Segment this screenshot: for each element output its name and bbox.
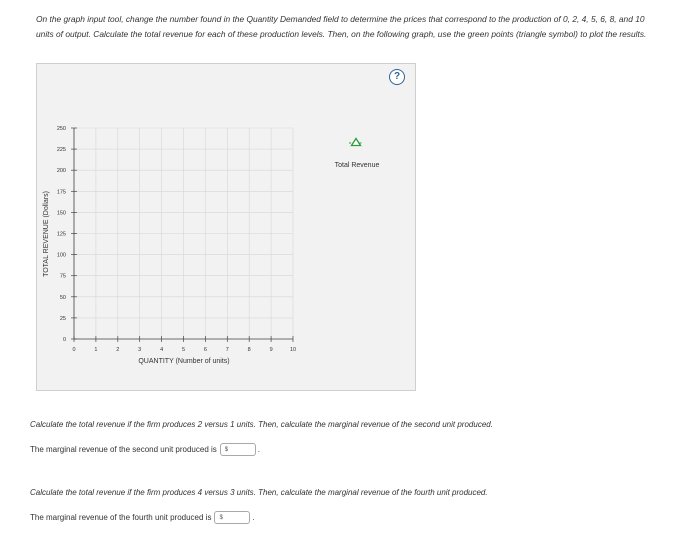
x-tick-label: 5 [181, 347, 186, 353]
x-tick-label: 10 [289, 347, 297, 353]
sentence-period: . [252, 513, 255, 522]
x-tick-label: 7 [225, 347, 229, 353]
x-tick-label: 9 [269, 347, 273, 353]
question-1-text: Calculate the total revenue if the firm produces 2 versus 1 units. Then, calculate the marginal revenue of the second unit produced. [30, 420, 493, 429]
question-2-text: Calculate the total revenue if the firm produces 4 versus 3 units. Then, calculate the marginal revenue of the fourth unit produced. [30, 488, 488, 497]
x-tick-label: 1 [94, 347, 98, 353]
x-tick-label: 8 [247, 347, 251, 353]
y-axis-title: TOTAL REVENUE (Dollars) [43, 191, 50, 277]
y-tick-label: 200 [56, 168, 66, 175]
x-tick-label: 2 [116, 347, 120, 353]
y-tick-label: 75 [59, 273, 66, 280]
x-tick-label: 0 [72, 347, 76, 353]
answer-label-2: The marginal revenue of the fourth unit produced is [30, 513, 212, 522]
tick-labels [57, 126, 296, 353]
y-tick-label: 25 [59, 315, 66, 322]
y-tick-label: 225 [56, 147, 66, 154]
y-tick-label: 50 [59, 294, 66, 301]
currency-symbol: $ [219, 514, 223, 521]
x-axis-title: QUANTITY (Number of units) [138, 358, 230, 365]
marginal-revenue-second-input[interactable] [220, 443, 256, 456]
y-tick-label: 150 [56, 210, 66, 217]
instructions-text: On the graph input tool, change the number found in the Quantity Demanded field to determine the prices that correspond to the production of 0, 2, 4, 5, 6, 8, and 10 units of output. Calculate the total revenue for each of these production levels. Then, on the following graph, use the green points (triangle symbol) to plot the results. [36, 14, 647, 39]
legend-label: Total Revenue [334, 162, 380, 169]
y-tick-label: 250 [56, 126, 66, 132]
help-icon[interactable]: ? [389, 69, 405, 85]
currency-symbol: $ [224, 446, 229, 453]
grid-lines [74, 128, 293, 339]
answer-row-2 [30, 511, 255, 524]
y-tick-label: 125 [56, 231, 66, 238]
legend-triangle-icon[interactable] [352, 139, 361, 146]
legend [335, 139, 380, 170]
answer-row-1 [30, 443, 260, 456]
y-tick-label: 175 [56, 189, 66, 196]
marginal-revenue-fourth-input[interactable] [214, 511, 250, 524]
y-tick-label: 100 [56, 252, 66, 259]
x-tick-label: 4 [160, 347, 164, 353]
x-tick-label: 3 [138, 347, 142, 353]
sentence-period: . [257, 445, 261, 454]
answer-label-1: The marginal revenue of the second unit produced is [30, 445, 217, 454]
x-tick-label: 6 [203, 347, 207, 353]
y-tick-label: 0 [62, 337, 66, 343]
